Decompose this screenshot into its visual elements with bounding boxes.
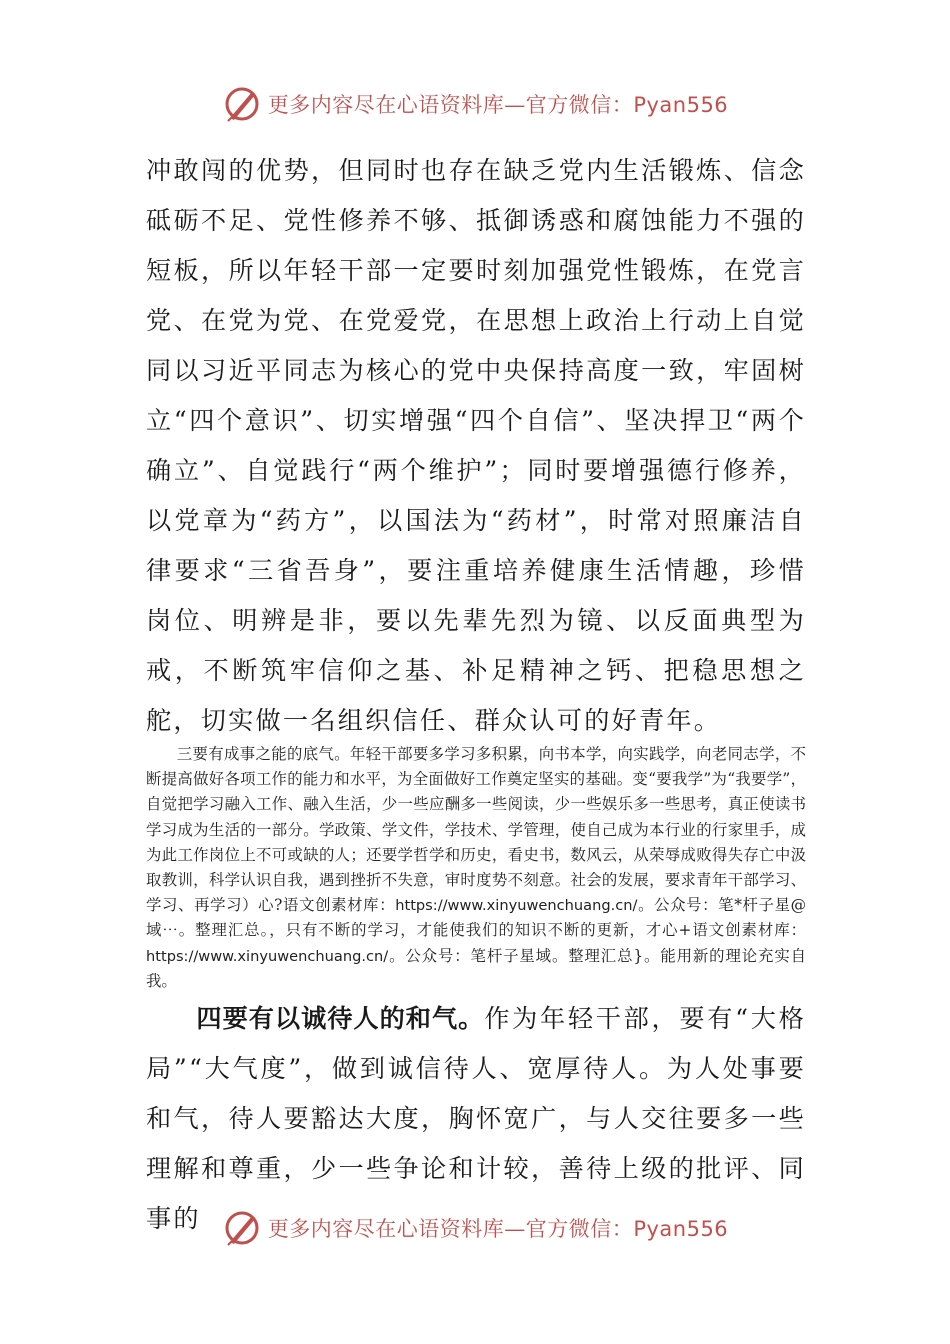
paragraph-2-part-2: 。公众号：笔*杆子星@域⋯。整理汇总。，只有不断的学习，才能使我们的知识不断的更新，才心+语文创素材库： (146, 896, 806, 940)
paragraph-3-body: 作为年轻干部，要有“大格局”“大气度”，做到诚信待人、宽厚待人。为人处事要和气，待人要豁达大度，胸怀宽广，与人交往要多一些理解和尊重，少一些争论和计较，善待上级的批评、同事的 (146, 1004, 807, 1233)
source-url-1: https://www.xinyuwenchuang.cn/ (395, 897, 638, 915)
banner-wechat-id: Pyan556 (633, 93, 729, 117)
header-banner (0, 82, 950, 126)
footer-banner (0, 1206, 950, 1250)
banner-text: 更多内容尽在心语资料库—官方微信：Pyan556 (267, 1217, 729, 1241)
paragraph-2-part-3: 。公众号：笔杆子星域。整理汇总}。能用新的理论充实自我。 (146, 946, 806, 990)
banner-text: 更多内容尽在心语资料库—官方微信：Pyan556 (267, 93, 729, 117)
quill-pen-logo-icon (222, 1208, 262, 1248)
paragraph-2-part-1: 三要有成事之能的底气。年轻干部要多学习多积累，向书本学，向实践学，向老同志学，不断提高做好各项工作的能力和水平，为全面做好工作奠定坚实的基础。变“要我学”为“我要学”，自觉把学习融入工作、融入生活，少一些应酬多一些阅读，少一些娱乐多一些思考，真正使读书学习成为生活的一部分。学政策、学文件，学技术、学管理，使自己成为本行业的行家里手，成为此工作岗位上不可或缺的人；还要学哲学和历史，看史书，数风云，从荣辱成败得失存亡中汲取教训，科学认识自我，遇到挫折不失意，审时度势不刻意。社会的发展，要求青年干部学习、学习、再学习）心?语文创素材库： (146, 745, 806, 915)
source-url-2: https://www.xinyuwenchuang.cn/ (146, 947, 389, 965)
paragraph-1: 冲敢闯的优势，但同时也存在缺乏党内生活锻炼、信念砥砺不足、党性修养不够、抵御诱惑和腐蚀能力不强的短板，所以年轻干部一定要时刻加强党性锻炼，在党言党、在党为党、在党爱党，在思想上政治上行动上自觉同以习近平同志为核心的党中央保持高度一致，牢固树立“四个意识”、切实增强“四个自信”、坚决捍卫“两个确立”、自觉践行“两个维护”；同时要增强德行修养，以党章为“药方”，以国法为“药材”，时常对照廉洁自律要求“三省吾身”，要注重培养健康生活情趣，珍惜岗位、明辨是非，要以先辈先烈为镜、以反面典型为戒，不断筑牢信仰之基、补足精神之钙、把稳思想之舵，切实做一名组织信任、群众认可的好青年。 (146, 156, 806, 735)
paragraph-2 (146, 742, 806, 994)
quill-pen-logo-icon (222, 84, 262, 124)
paragraph-3-lead: 四要有以诚待人的和气。 (196, 1004, 485, 1033)
banner-wechat-id: Pyan556 (633, 1217, 729, 1241)
